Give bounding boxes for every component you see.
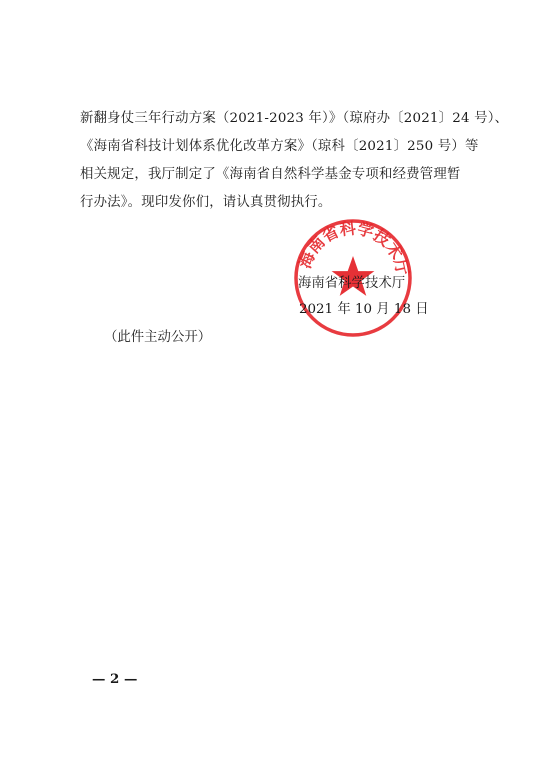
body-text-line-3: 相关规定，我厅制定了《海南省自然科学基金专项和经费管理暂 bbox=[80, 167, 461, 182]
body-text-line-1: 新翻身仗三年行动方案（2021-2023 年）》（琼府办〔2021〕24 号）、 bbox=[80, 111, 509, 126]
seal-arc-text: 海南省科学技术厅 bbox=[295, 218, 413, 278]
page-number: — 2 — bbox=[92, 671, 138, 687]
body-text-line-2: 《海南省科技计划体系优化改革方案》（琼科〔2021〕250 号）等 bbox=[80, 139, 479, 154]
issue-date: 2021 年 10 月 18 日 bbox=[299, 302, 429, 317]
body-text-line-4: 行办法》。现印发你们，请认真贯彻执行。 bbox=[80, 195, 332, 210]
disclosure-note: （此件主动公开） bbox=[104, 330, 212, 345]
issuer-name: 海南省科学技术厅 bbox=[298, 276, 406, 291]
